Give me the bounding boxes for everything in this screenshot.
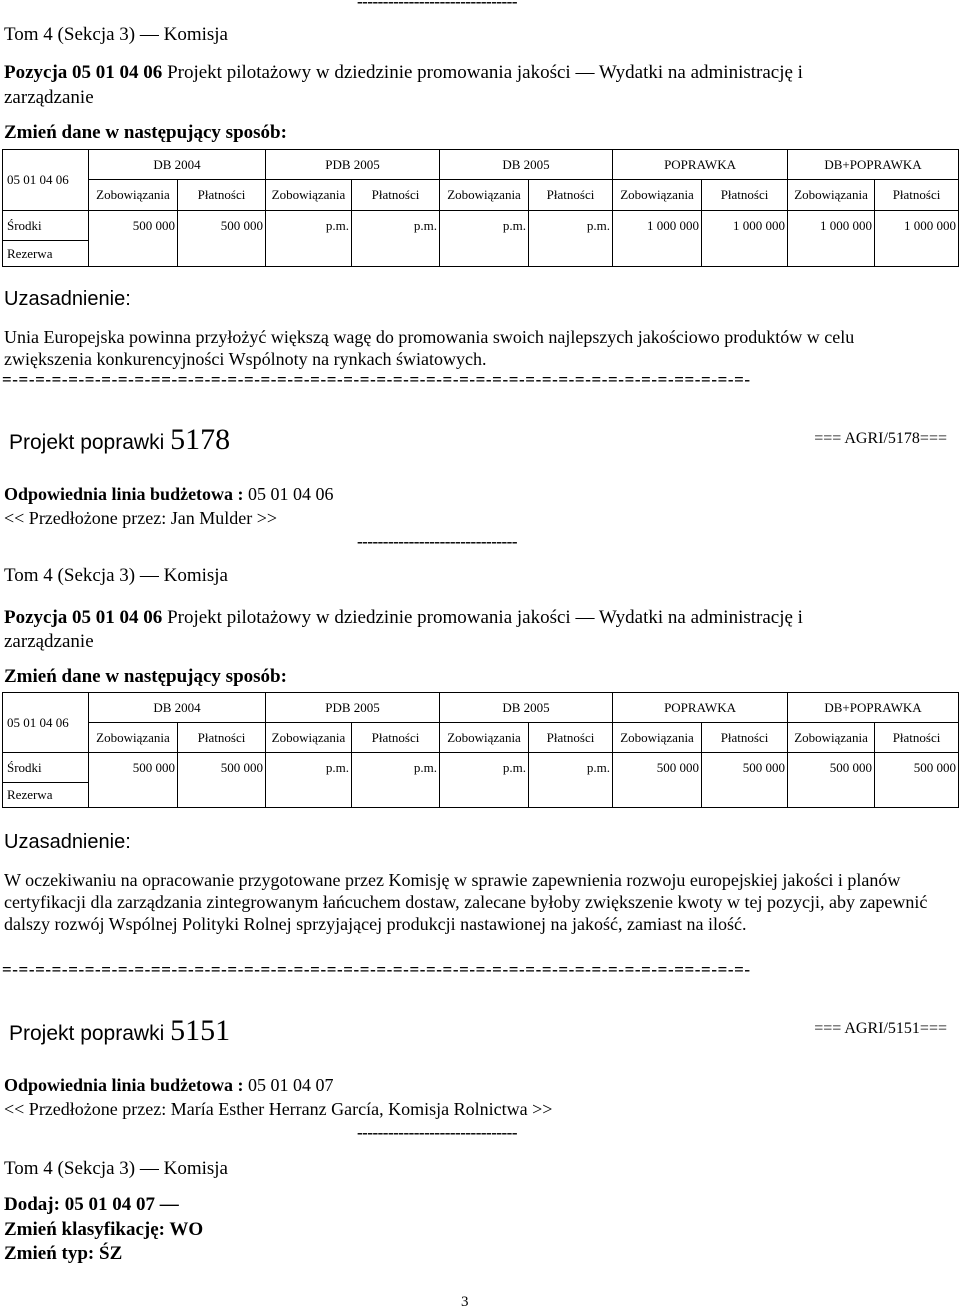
col-group-db-poprawka: DB+POPRAWKA (788, 150, 959, 180)
col-zobowiazania: Zobowiązania (266, 723, 352, 753)
page-number: 3 (461, 1294, 469, 1310)
amendment-label: Projekt poprawki (9, 431, 165, 454)
justification-text: W oczekiwaniu na opracowanie przygotowane przez Komisję w sprawie zapewnienia rozwoju europejskiej jakości i planów certyfikacji dla zarządzania zintegrowanym łańcuchem dostaw, zalecane byłoby zwiększenie kwoty w tej pozycji, aby zapewnić dalszy rozwój Wspólnej Polityki Rolnej sprzyjającej produkcji nastawionej na jakość, zamiast na ilość. (4, 870, 928, 934)
table-cell: p.m. (352, 211, 440, 267)
col-platnosci: Płatności (875, 180, 959, 211)
budget-line (4, 484, 334, 505)
table-cell: 500 000 (89, 211, 178, 267)
section-separator: =-=-=-=-=-=-=-=-=-==-=-=-=-=-=-=-=-=-=-=-=-=-=-=-=-=-=-=-=-=-=-=-=-=-=-=-=-=-=-=-==-=-=-=- (2, 960, 751, 979)
col-platnosci: Płatności (352, 180, 440, 211)
amendment-number: 5151 (170, 1014, 231, 1047)
col-group-poprawka: POPRAWKA (613, 693, 788, 723)
col-zobowiazania: Zobowiązania (788, 723, 875, 753)
col-group-db2005: DB 2005 (440, 693, 613, 723)
row-label-srodki: Środki (3, 211, 89, 241)
add-line: Dodaj: 05 01 04 07 — (4, 1194, 179, 1215)
col-platnosci: Płatności (702, 180, 788, 211)
table-cell: p.m. (266, 211, 352, 267)
row-label-rezerwa: Rezerwa (3, 783, 89, 808)
col-platnosci: Płatności (529, 723, 613, 753)
justification-heading: Uzasadnienie: (4, 831, 131, 853)
row-label-rezerwa: Rezerwa (3, 241, 89, 267)
table-cell: p.m. (266, 753, 352, 808)
volume-header: Tom 4 (Sekcja 3) — Komisja (4, 1158, 228, 1179)
col-group-pdb2005: PDB 2005 (266, 150, 440, 180)
amendment-title (9, 423, 230, 457)
justification-text: Unia Europejska powinna przyłożyć większą wagę do promowania swoich najlepszych jakościowo produktów w celu zwiększenia konkurencyjności Wspólnoty na rynkach światowych. (4, 327, 855, 369)
change-type: Zmień typ: ŚZ (4, 1243, 123, 1264)
budget-line-code: 05 01 04 06 (3, 693, 89, 753)
budget-table (2, 692, 959, 808)
separator-dashes: ------------------------------- (357, 532, 517, 551)
col-platnosci: Płatności (178, 180, 266, 211)
position-title-cont: zarządzanie (4, 631, 94, 652)
amendment-title (9, 1014, 230, 1048)
budget-line-value: 05 01 04 07 (248, 1075, 334, 1095)
submitted-by: << Przedłożone przez: Jan Mulder >> (4, 508, 278, 528)
table-cell: 500 000 (89, 753, 178, 808)
col-zobowiazania: Zobowiązania (613, 180, 702, 211)
table-cell: 500 000 (613, 753, 702, 808)
col-group-db2005: DB 2005 (440, 150, 613, 180)
amendment-number: 5178 (170, 423, 231, 456)
budget-line (4, 1075, 334, 1096)
col-platnosci: Płatności (178, 723, 266, 753)
col-zobowiazania: Zobowiązania (89, 180, 178, 211)
change-classification: Zmień klasyfikację: WO (4, 1219, 204, 1240)
table-cell: 1 000 000 (788, 211, 875, 267)
col-zobowiazania: Zobowiązania (440, 180, 529, 211)
position-title-cont: zarządzanie (4, 87, 94, 108)
section-separator: =-=-=-=-=-=-=-=-=-==-=-=-=-=-=-=-=-=-=-=-=-=-=-=-=-=-=-=-=-=-=-=-=-=-=-=-=-=-=-=-==-=-=-=- (2, 370, 751, 389)
table-cell: 500 000 (702, 753, 788, 808)
table-cell: p.m. (529, 753, 613, 808)
position-line (4, 61, 803, 85)
col-zobowiazania: Zobowiązania (788, 180, 875, 211)
volume-header: Tom 4 (Sekcja 3) — Komisja (4, 565, 228, 586)
amendment-label: Projekt poprawki (9, 1022, 165, 1045)
col-group-db2004: DB 2004 (89, 693, 266, 723)
change-data-heading: Zmień dane w następujący sposób: (4, 666, 287, 687)
col-platnosci: Płatności (875, 723, 959, 753)
submitted-by: << Przedłożone przez: María Esther Herranz García, Komisja Rolnictwa >> (4, 1099, 553, 1119)
budget-line-code: 05 01 04 06 (3, 150, 89, 211)
row-label-srodki: Środki (3, 753, 89, 783)
col-zobowiazania: Zobowiązania (266, 180, 352, 211)
position-label: Pozycja 05 01 04 06 (4, 62, 163, 83)
table-cell: p.m. (529, 211, 613, 267)
agri-reference: === AGRI/5178=== (814, 430, 947, 447)
col-platnosci: Płatności (529, 180, 613, 211)
agri-reference: === AGRI/5151=== (814, 1020, 947, 1037)
budget-line-value: 05 01 04 06 (248, 484, 334, 504)
budget-line-label: Odpowiednia linia budżetowa : (4, 484, 244, 504)
col-zobowiazania: Zobowiązania (89, 723, 178, 753)
position-title: Projekt pilotażowy w dziedzinie promowania jakości — Wydatki na administrację i (167, 62, 803, 83)
table-cell: p.m. (352, 753, 440, 808)
justification-heading: Uzasadnienie: (4, 288, 131, 310)
col-platnosci: Płatności (702, 723, 788, 753)
separator-dashes: ------------------------------- (357, 1123, 517, 1142)
col-group-poprawka: POPRAWKA (613, 150, 788, 180)
table-cell: p.m. (440, 211, 529, 267)
position-title: Projekt pilotażowy w dziedzinie promowania jakości — Wydatki na administrację i (167, 607, 803, 628)
budget-table (2, 149, 959, 267)
table-cell: 1 000 000 (613, 211, 702, 267)
volume-header: Tom 4 (Sekcja 3) — Komisja (4, 24, 228, 45)
table-cell: 1 000 000 (875, 211, 959, 267)
table-cell: 500 000 (178, 211, 266, 267)
separator-dashes: ------------------------------- (357, 0, 517, 11)
table-cell: 500 000 (788, 753, 875, 808)
position-line (4, 606, 803, 630)
budget-line-label: Odpowiednia linia budżetowa : (4, 1075, 244, 1095)
col-platnosci: Płatności (352, 723, 440, 753)
table-cell: 500 000 (178, 753, 266, 808)
col-zobowiazania: Zobowiązania (613, 723, 702, 753)
col-group-db-poprawka: DB+POPRAWKA (788, 693, 959, 723)
col-zobowiazania: Zobowiązania (440, 723, 529, 753)
col-group-pdb2005: PDB 2005 (266, 693, 440, 723)
table-cell: p.m. (440, 753, 529, 808)
position-label: Pozycja 05 01 04 06 (4, 607, 163, 628)
col-group-db2004: DB 2004 (89, 150, 266, 180)
table-cell: 1 000 000 (702, 211, 788, 267)
table-cell: 500 000 (875, 753, 959, 808)
change-data-heading: Zmień dane w następujący sposób: (4, 122, 287, 143)
